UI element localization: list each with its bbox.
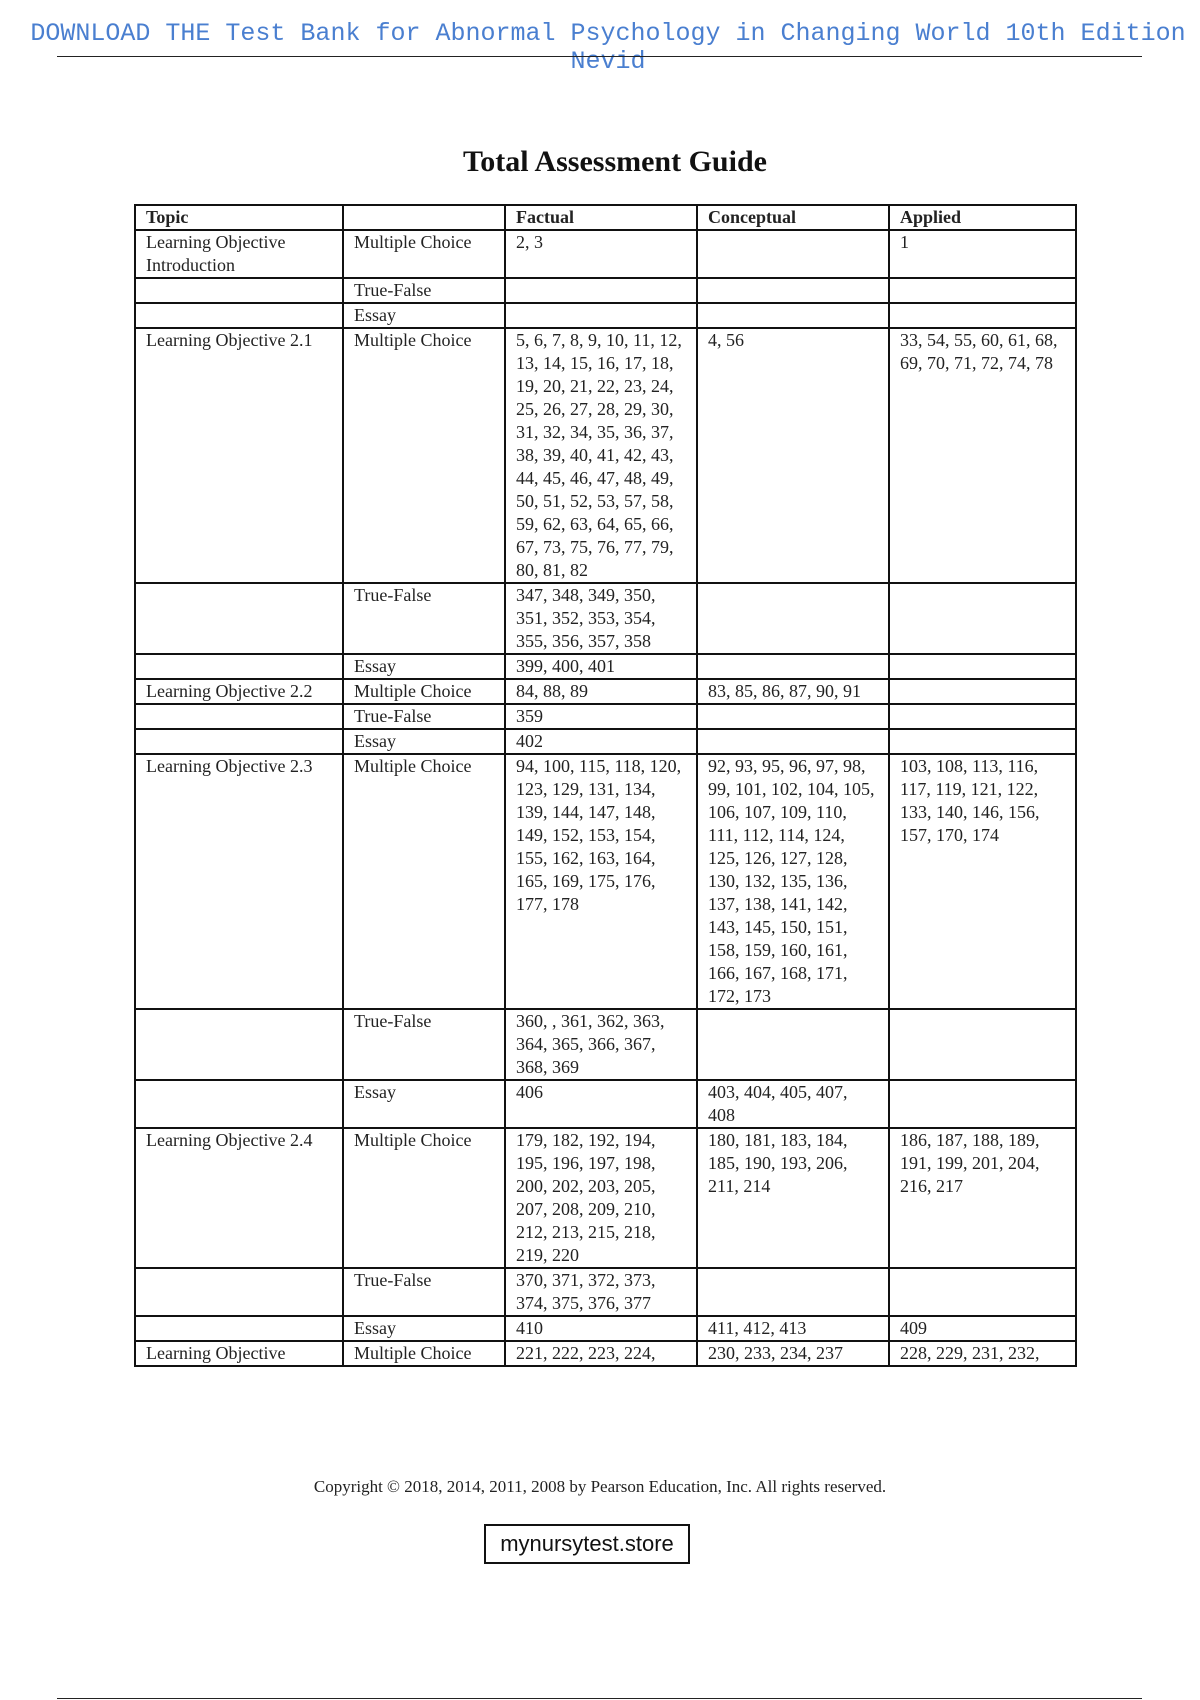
table-row: [135, 230, 1076, 278]
topic-cell: [135, 1268, 343, 1316]
page-title: Total Assessment Guide: [463, 145, 767, 178]
topic-cell: [135, 704, 343, 729]
topic-cell: [135, 1080, 343, 1128]
conceptual-cell: 4, 56: [697, 328, 889, 583]
header-applied: Applied: [889, 205, 1076, 230]
applied-cell: [889, 1268, 1076, 1316]
top-divider: [57, 56, 1142, 57]
factual-cell: [505, 303, 697, 328]
table-row: [135, 1341, 1076, 1366]
applied-cell: [889, 729, 1076, 754]
type-cell: Essay: [343, 1080, 505, 1128]
type-cell: Essay: [343, 654, 505, 679]
assessment-table: [134, 204, 1077, 1367]
topic-cell: [135, 654, 343, 679]
applied-cell: [889, 704, 1076, 729]
topic-cell: [135, 729, 343, 754]
applied-cell: [889, 1080, 1076, 1128]
factual-cell: 406: [505, 1080, 697, 1128]
conceptual-cell: [697, 1009, 889, 1080]
factual-cell: 347, 348, 349, 350, 351, 352, 353, 354, 355, 356, 357, 358: [505, 583, 697, 654]
conceptual-cell: 83, 85, 86, 87, 90, 91: [697, 679, 889, 704]
applied-cell: 228, 229, 231, 232,: [889, 1341, 1076, 1366]
factual-cell: 179, 182, 192, 194, 195, 196, 197, 198, 200, 202, 203, 205, 207, 208, 209, 210, 212, 213, 215, 218, 219, 220: [505, 1128, 697, 1268]
factual-cell: 410: [505, 1316, 697, 1341]
factual-cell: 399, 400, 401: [505, 654, 697, 679]
conceptual-cell: [697, 583, 889, 654]
download-link[interactable]: DOWNLOAD THE Test Bank for Abnormal Psychology in Changing World 10th Edition Nevid: [30, 19, 1186, 76]
conceptual-cell: 180, 181, 183, 184, 185, 190, 193, 206, 211, 214: [697, 1128, 889, 1268]
type-cell: Essay: [343, 1316, 505, 1341]
applied-cell: [889, 679, 1076, 704]
factual-cell: 402: [505, 729, 697, 754]
factual-cell: 360, , 361, 362, 363, 364, 365, 366, 367, 368, 369: [505, 1009, 697, 1080]
applied-cell: 103, 108, 113, 116, 117, 119, 121, 122, 133, 140, 146, 156, 157, 170, 174: [889, 754, 1076, 1009]
table-row: [135, 729, 1076, 754]
applied-cell: [889, 654, 1076, 679]
table-row: [135, 704, 1076, 729]
applied-cell: [889, 278, 1076, 303]
type-cell: Multiple Choice: [343, 1341, 505, 1366]
type-cell: True-False: [343, 278, 505, 303]
factual-cell: 84, 88, 89: [505, 679, 697, 704]
type-cell: Multiple Choice: [343, 754, 505, 1009]
conceptual-cell: [697, 278, 889, 303]
factual-cell: 2, 3: [505, 230, 697, 278]
type-cell: True-False: [343, 1009, 505, 1080]
table-row: [135, 679, 1076, 704]
table-row: [135, 278, 1076, 303]
topic-cell: Learning Objective 2.3: [135, 754, 343, 1009]
type-cell: True-False: [343, 583, 505, 654]
bottom-divider: [57, 1698, 1142, 1699]
topic-cell: Learning Objective 2.4: [135, 1128, 343, 1268]
header-factual: Factual: [505, 205, 697, 230]
factual-cell: 221, 222, 223, 224,: [505, 1341, 697, 1366]
topic-cell: Learning Objective 2.1: [135, 328, 343, 583]
type-cell: Essay: [343, 729, 505, 754]
type-cell: Essay: [343, 303, 505, 328]
applied-cell: 409: [889, 1316, 1076, 1341]
conceptual-cell: [697, 1268, 889, 1316]
factual-cell: 94, 100, 115, 118, 120, 123, 129, 131, 134, 139, 144, 147, 148, 149, 152, 153, 154, 155, 162, 163, 164, 165, 169, 175, 176, 177, 178: [505, 754, 697, 1009]
conceptual-cell: [697, 230, 889, 278]
table-row: [135, 328, 1076, 583]
type-cell: True-False: [343, 704, 505, 729]
header-conceptual: Conceptual: [697, 205, 889, 230]
topic-cell: Learning Objective Introduction: [135, 230, 343, 278]
topic-cell: [135, 583, 343, 654]
conceptual-cell: 411, 412, 413: [697, 1316, 889, 1341]
table-row: [135, 1080, 1076, 1128]
topic-cell: [135, 278, 343, 303]
table-row: [135, 654, 1076, 679]
factual-cell: 370, 371, 372, 373, 374, 375, 376, 377: [505, 1268, 697, 1316]
applied-cell: 186, 187, 188, 189, 191, 199, 201, 204, 216, 217: [889, 1128, 1076, 1268]
type-cell: Multiple Choice: [343, 1128, 505, 1268]
conceptual-cell: 403, 404, 405, 407, 408: [697, 1080, 889, 1128]
topic-cell: [135, 303, 343, 328]
applied-cell: 33, 54, 55, 60, 61, 68, 69, 70, 71, 72, 74, 78: [889, 328, 1076, 583]
topic-cell: [135, 1009, 343, 1080]
topic-cell: Learning Objective: [135, 1341, 343, 1366]
applied-cell: [889, 1009, 1076, 1080]
conceptual-cell: [697, 654, 889, 679]
applied-cell: 1: [889, 230, 1076, 278]
type-cell: Multiple Choice: [343, 328, 505, 583]
header-question-type: [343, 205, 505, 230]
table-header-row: [135, 205, 1076, 230]
table-row: [135, 1316, 1076, 1341]
conceptual-cell: [697, 704, 889, 729]
applied-cell: [889, 303, 1076, 328]
table-row: [135, 583, 1076, 654]
type-cell: Multiple Choice: [343, 230, 505, 278]
topic-cell: [135, 1316, 343, 1341]
copyright-notice: Copyright © 2018, 2014, 2011, 2008 by Pearson Education, Inc. All rights reserved.: [313, 1477, 887, 1496]
table-row: [135, 303, 1076, 328]
table-row: [135, 1268, 1076, 1316]
table-row: [135, 754, 1076, 1009]
type-cell: True-False: [343, 1268, 505, 1316]
factual-cell: [505, 278, 697, 303]
factual-cell: 359: [505, 704, 697, 729]
conceptual-cell: 230, 233, 234, 237: [697, 1341, 889, 1366]
site-badge: mynursytest.store: [484, 1524, 690, 1564]
conceptual-cell: 92, 93, 95, 96, 97, 98, 99, 101, 102, 104, 105, 106, 107, 109, 110, 111, 112, 114, 124, 125, 126, 127, 128, 130, 132, 135, 136, 137, 138, 141, 142, 143, 145, 150, 151, 158, 159, 160, 161, 166, 167, 168, 171, 172, 173: [697, 754, 889, 1009]
table-row: [135, 1009, 1076, 1080]
type-cell: Multiple Choice: [343, 679, 505, 704]
header-topic: Topic: [135, 205, 343, 230]
table-row: [135, 1128, 1076, 1268]
topic-cell: Learning Objective 2.2: [135, 679, 343, 704]
factual-cell: 5, 6, 7, 8, 9, 10, 11, 12, 13, 14, 15, 16, 17, 18, 19, 20, 21, 22, 23, 24, 25, 26, 27, 28, 29, 30, 31, 32, 34, 35, 36, 37, 38, 39, 40, 41, 42, 43, 44, 45, 46, 47, 48, 49, 50, 51, 52, 53, 57, 58, 59, 62, 63, 64, 65, 66, 67, 73, 75, 76, 77, 79, 80, 81, 82: [505, 328, 697, 583]
conceptual-cell: [697, 303, 889, 328]
conceptual-cell: [697, 729, 889, 754]
applied-cell: [889, 583, 1076, 654]
